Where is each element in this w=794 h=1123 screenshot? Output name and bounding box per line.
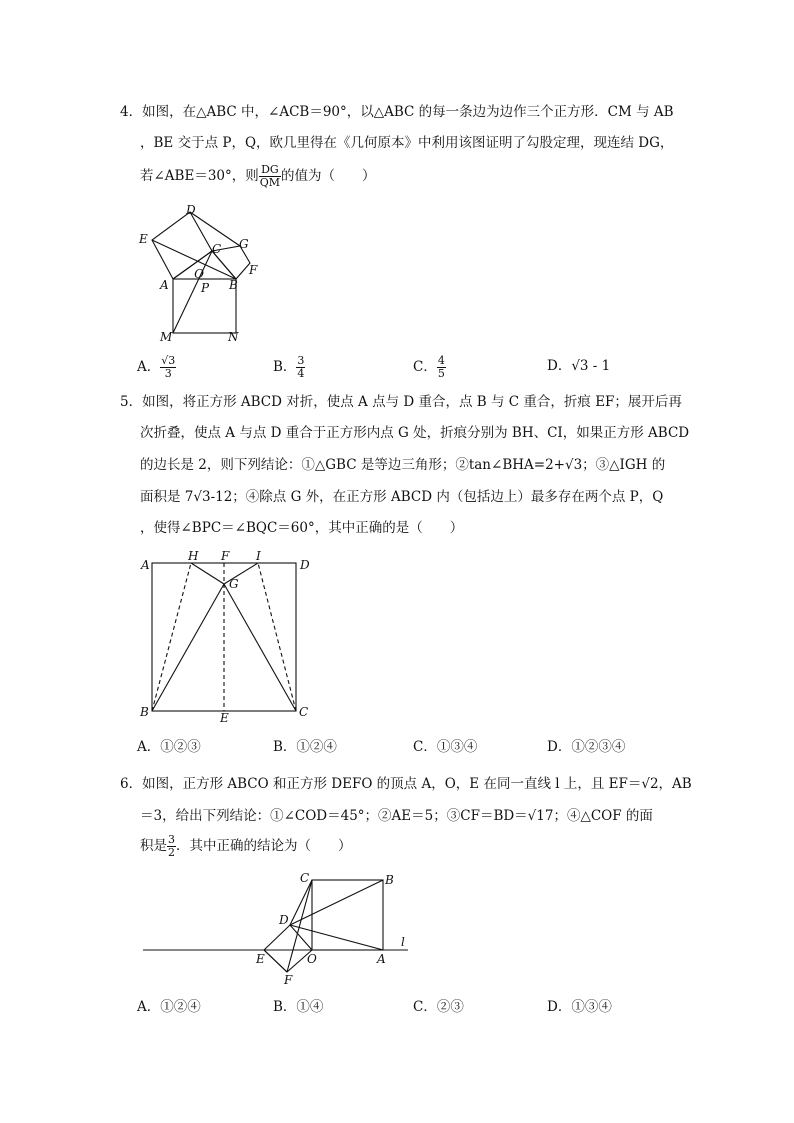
- q6-option-d[interactable]: D．①③④: [547, 999, 612, 1015]
- q4-option-a[interactable]: A． $\frac{√3}{3}$: [137, 354, 176, 380]
- q4-line-2: ，BE 交于点 P，Q，欧几里得在《几何原本》中利用该图证明了勾股定理，现连结 DG，: [140, 135, 674, 151]
- q5-line-1: 5．如图，将正方形 ABCD 对折，使点 A 点与 D 重合，点 B 与 C 重合，折痕 EF；展开后再: [120, 394, 682, 410]
- q5-label-c: C: [299, 705, 309, 719]
- q4-option-d[interactable]: D．√3 - 1: [547, 358, 611, 374]
- q6-label-d: D: [279, 913, 289, 927]
- q4-option-c[interactable]: C． $\frac{4}{5}$: [413, 354, 445, 380]
- q5-line-hg: [191, 563, 224, 584]
- q5-label-a: A: [141, 558, 150, 572]
- q6-figure: [140, 868, 420, 986]
- q5-crease-bh: [152, 563, 191, 711]
- q5-option-c[interactable]: C．①③④: [413, 739, 478, 755]
- q6-label-f: F: [284, 973, 293, 986]
- q5-label-d: D: [300, 558, 310, 572]
- q6-label-b: B: [385, 873, 394, 887]
- q4-label-q: Q: [194, 267, 204, 281]
- q5-line-4: 面积是 7√3-12；④除点 G 外，在正方形 ABCD 内（包括边上）最多存在两个点 P，Q: [140, 489, 664, 505]
- q6-line-da: [290, 925, 383, 950]
- q5-label-f: F: [221, 549, 230, 563]
- q6-square-abco: [312, 880, 383, 950]
- q4-figure: [130, 198, 280, 348]
- q4-line-3-prefix: 若∠ABE＝30°，则: [140, 168, 259, 184]
- q4-line-1: 4．如图，在△ABC 中，∠ACB＝90°，以△ABC 的每一条边为边作三个正方形．CM 与 AB: [120, 104, 674, 120]
- q5-crease-ci: [258, 563, 296, 711]
- q5-label-b: B: [140, 705, 149, 719]
- q6-line-cd: [290, 880, 312, 925]
- q4-label-e: E: [139, 232, 148, 246]
- q4-label-c: C: [212, 242, 222, 256]
- q5-label-h: H: [188, 549, 199, 563]
- q6-option-b[interactable]: B．①④: [273, 999, 324, 1015]
- q6-line-3: [140, 834, 352, 859]
- q4-label-m: M: [160, 330, 173, 344]
- q6-label-o: O: [307, 952, 317, 966]
- q4-label-p: P: [201, 281, 210, 295]
- q5-option-a[interactable]: A．①②③: [137, 739, 201, 755]
- q5-option-b[interactable]: B．①②④: [273, 739, 337, 755]
- q4-line-dg: [190, 212, 240, 246]
- q5-line-5: ，使得∠BPC＝∠BQC＝60°，其中正确的是（ ）: [140, 520, 464, 536]
- q6-option-c[interactable]: C．②③: [413, 999, 464, 1015]
- q6-line-3-prefix: 积是: [140, 838, 167, 854]
- q6-line-3-suffix: ．其中正确的结论为（ ）: [176, 838, 352, 854]
- q6-label-l: l: [401, 935, 405, 949]
- q6-line-bd: [290, 880, 383, 925]
- q5-line-2: 次折叠，使点 A 与点 D 重合于正方形内点 G 处，折痕分别为 BH、CI，如果正方形 ABCD: [140, 425, 690, 441]
- q6-square-defo: [264, 925, 312, 972]
- q5-label-e: E: [220, 711, 229, 725]
- q4-label-f: F: [249, 263, 258, 277]
- q4-label-g: G: [239, 237, 249, 251]
- q5-line-3: 的边长是 2，则下列结论：①△GBC 是等边三角形；②tan∠BHA=2+√3；③△IGH 的: [140, 457, 666, 473]
- q4-label-n: N: [228, 330, 239, 344]
- q4-line-3: [140, 164, 376, 189]
- q6-line-ef: [264, 950, 287, 972]
- q6-line-2: ＝3，给出下列结论：①∠COD＝45°；②AE＝5；③CF＝BD＝√17；④△COF 的面: [140, 808, 653, 824]
- q6-line-1: 6．如图，正方形 ABCO 和正方形 DEFO 的顶点 A，O，E 在同一直线 l 上，且 EF＝√2，AB: [120, 776, 692, 792]
- q6-area-fraction: $\frac{3}{2}$: [168, 833, 175, 859]
- q4-ratio-fraction: $\frac{DG}{QM}$: [259, 163, 281, 189]
- q4-line-3-suffix: 的值为（ ）: [281, 168, 376, 184]
- q5-label-i: I: [256, 549, 261, 563]
- q6-label-e: E: [256, 952, 265, 966]
- q4-label-d: D: [186, 203, 196, 217]
- q5-option-d[interactable]: D．①②③④: [547, 739, 626, 755]
- q5-figure: [135, 548, 320, 728]
- q4-label-b: B: [229, 278, 238, 292]
- q6-option-a[interactable]: A．①②④: [137, 999, 201, 1015]
- q5-label-g: G: [229, 577, 239, 591]
- q4-option-b[interactable]: B． $\frac{3}{4}$: [273, 354, 305, 380]
- q6-label-c: C: [300, 871, 310, 885]
- q6-label-a: A: [377, 952, 386, 966]
- q4-label-a: A: [160, 278, 169, 292]
- q5-line-bg: [152, 584, 224, 711]
- q5-line-cg: [224, 584, 296, 711]
